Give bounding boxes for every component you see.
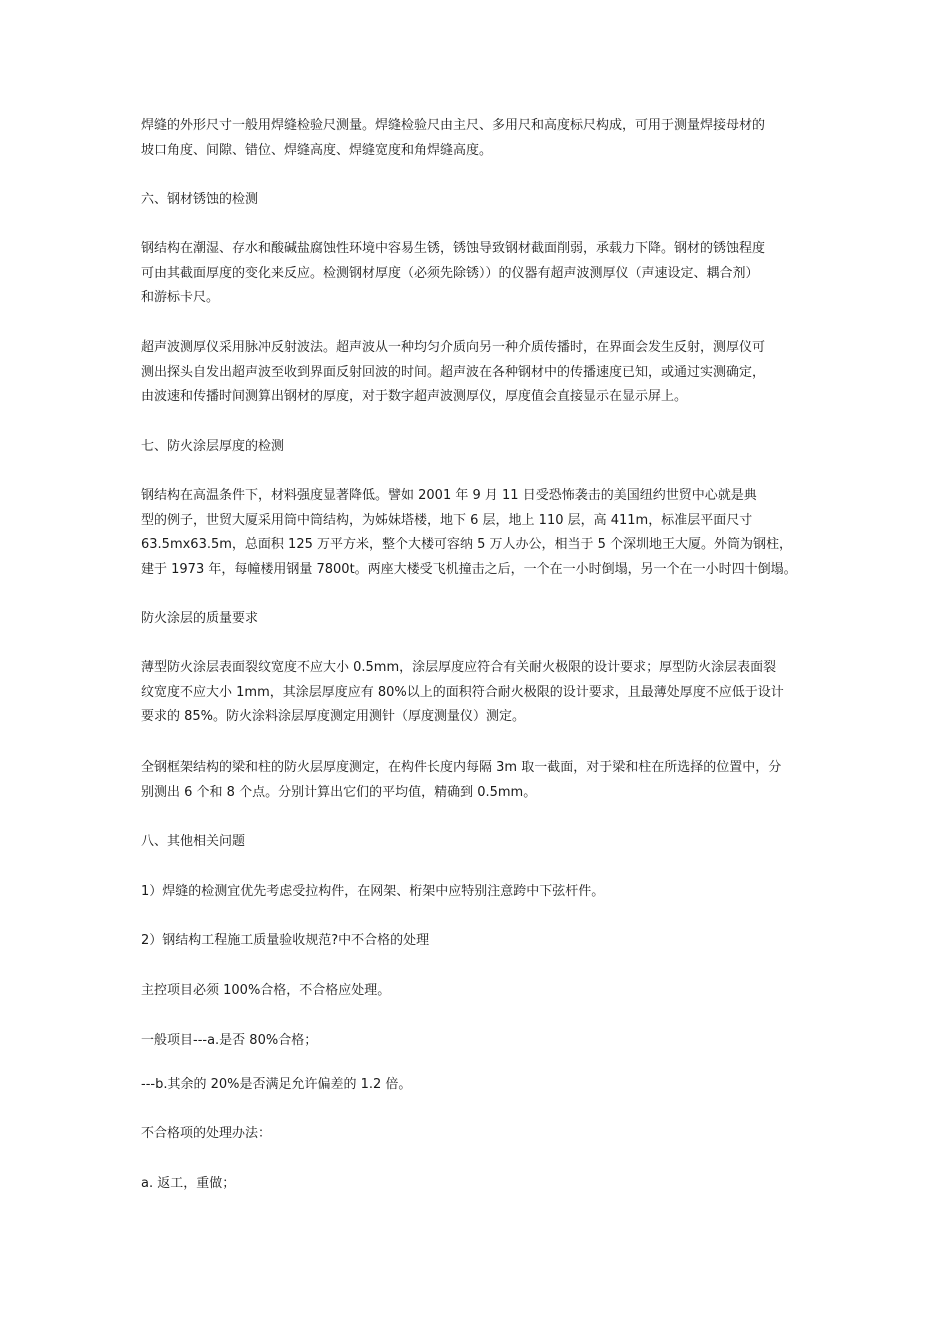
text-line: 纹宽度不应大小 1mm，其涂层厚度应有 80%以上的面积符合耐火极限的设计要求，且最薄处厚度不应低于设计 [141, 684, 784, 700]
text-line: 63.5mx63.5m，总面积 125 万平方米，整个大楼可容纳 5 万人办公，相当于 5 个深圳地王大厦。外筒为钢柱， [141, 537, 793, 552]
text-line: 可由其截面厚度的变化来反应。检测钢材厚度（必须先除锈））的仪器有超声波测厚仪（声速设定、耦合剂） [141, 265, 759, 281]
text-line: 由波速和传播时间测算出钢材的厚度，对于数字超声波测厚仪，厚度值会直接显示在显示屏上。 [141, 389, 688, 404]
list-item-1: 1）焊缝的检测宜优先考虑受拉构件，在网架、桁架中应特别注意跨中下弦杆件。 [141, 884, 605, 899]
text-line: 和游标卡尺。 [141, 290, 220, 305]
section-heading-7: 七、防火涂层厚度的检测 [141, 439, 285, 454]
paragraph-handling-methods: 不合格项的处理办法： [141, 1126, 272, 1141]
text-line: 要求的 85%。防火涂料涂层厚度测定用测针（厚度测量仪）测定。 [141, 709, 526, 724]
paragraph-thickness-measurement [141, 756, 817, 805]
paragraph-method-a: a. 返工，重做； [141, 1176, 236, 1191]
text-line: 别测出 6 个和 8 个点。分别计算出它们的平均值，精确到 0.5mm。 [141, 784, 537, 800]
text-line: 测出探头自发出超声波至收到界面反射回波的时间。超声波在各种钢材中的传播速度已知，或通过实测确定， [141, 364, 766, 380]
text-line: 钢结构在高温条件下，材料强度显著降低。譬如 2001 年 9 月 11 日受恐怖袭击的美国纽约世贸中心就是典 [141, 488, 757, 503]
text-line: 型的例子，世贸大厦采用筒中筒结构，为姊妹塔楼，地下 6 层，地上 110 层，高 411m，标准层平面尺寸 [141, 512, 753, 528]
paragraph-main-items: 主控项目必须 100%合格，不合格应处理。 [141, 983, 391, 998]
text-line: 超声波测厚仪采用脉冲反射波法。超声波从一种均匀介质向另一种介质传播时，在界面会发生反射，测厚仪可 [141, 340, 766, 355]
paragraph-corrosion [141, 237, 817, 311]
paragraph-coating-requirements [141, 656, 817, 730]
text-line: 薄型防火涂层表面裂纹宽度不应大小 0.5mm，涂层厚度应符合有关耐火极限的设计要求；厚型防火涂层表面裂 [141, 660, 777, 675]
paragraph-general-items-b: ---b.其余的 20%是否满足允许偏差的 1.2 倍。 [141, 1077, 412, 1092]
text-line: 焊缝的外形尺寸一般用焊缝检验尺测量。焊缝检验尺由主尺、多用尺和高度标尺构成，可用于测量焊接母材的 [141, 118, 766, 133]
paragraph-general-items-a: 一般项目---a.是否 80%合格； [141, 1033, 318, 1048]
list-item-2: 2）钢结构工程施工质量验收规范?中不合格的处理 [141, 933, 430, 948]
paragraph-ultrasonic [141, 336, 817, 410]
text-line: 钢结构在潮湿、存水和酸碱盐腐蚀性环境中容易生锈，锈蚀导致钢材截面削弱，承载力下降。钢材的锈蚀程度 [141, 241, 766, 256]
paragraph-high-temperature [141, 484, 817, 582]
section-heading-8: 八、其他相关问题 [141, 834, 246, 849]
text-line: 坡口角度、间隙、错位、焊缝高度、焊缝宽度和角焊缝高度。 [141, 142, 493, 158]
text-line: 全钢框架结构的梁和柱的防火层厚度测定，在构件长度内每隔 3m 取一截面，对于梁和柱在所选择的位置中，分 [141, 760, 782, 775]
paragraph-weld-gauge [141, 114, 817, 163]
text-line: 建于 1973 年，每幢楼用钢量 7800t。两座大楼受飞机撞击之后，一个在一小时倒塌，另一个在一小时四十倒塌。 [141, 561, 797, 577]
section-heading-6: 六、钢材锈蚀的检测 [141, 192, 259, 207]
subheading-quality: 防火涂层的质量要求 [141, 611, 259, 626]
